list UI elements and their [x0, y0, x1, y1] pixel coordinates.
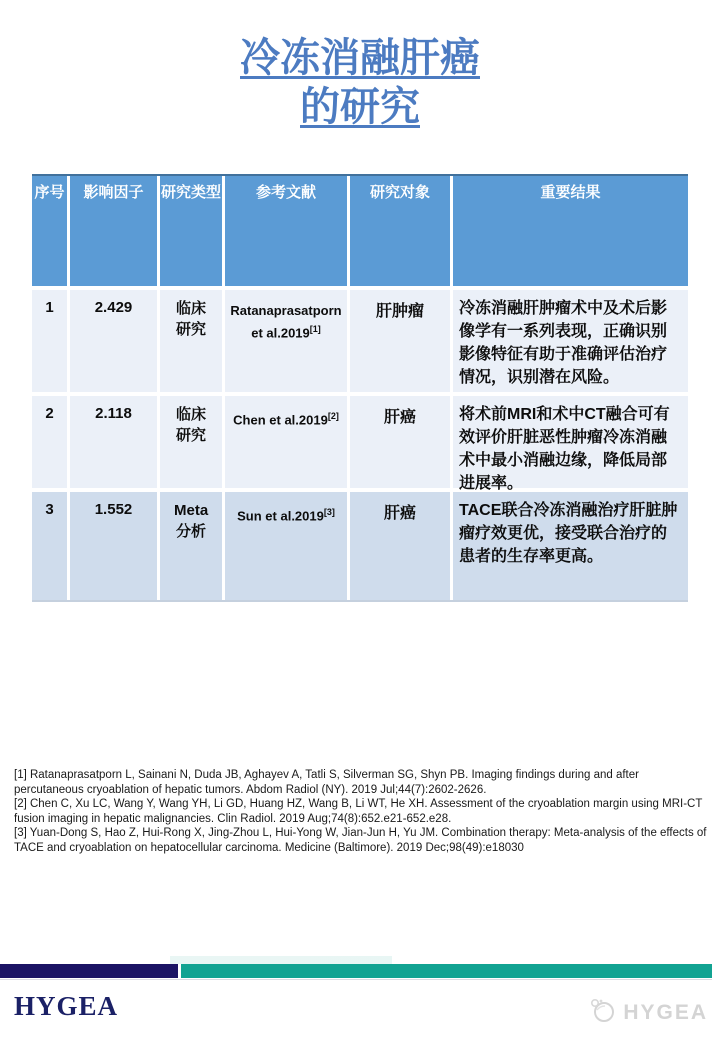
watermark [587, 996, 708, 1029]
table-cell-impact: 2.118 [70, 396, 157, 488]
table-cell-type: 临床研究 [160, 290, 222, 392]
col-header-result: 重要结果 [453, 176, 688, 286]
studies-table [32, 174, 688, 602]
table-cell-result: 冷冻消融肝肿瘤术中及术后影像学有一系列表现，正确识别影像特征有助于准确评估治疗情况，识别潜在风险。 [453, 290, 688, 392]
table-cell-result: 将术前MRI和术中CT融合可有效评价肝脏恶性肿瘤冷冻消融术中最小消融边缘，降低局部进展率。 [453, 396, 688, 488]
brand-logo-text: HYGEA [14, 991, 119, 1021]
col-header-impact: 影响因子 [70, 176, 157, 286]
watermark-logo-icon [587, 996, 617, 1029]
table-cell-impact: 2.429 [70, 290, 157, 392]
footer-bar-underline [0, 979, 712, 980]
reference-superscript: [1] [309, 324, 321, 334]
footnote-3: [3] Yuan-Dong S, Hao Z, Hui-Rong X, Jing-Zhou L, Hui-Yong W, Jian-Jun H, Yu JM. Combination therapy: Meta-analysis of the effects of TACE and cryoablation on hepatocellular carcinoma. Medicine (Baltimore). 2019 Dec;98(49):e18030 [14, 827, 707, 854]
reference-superscript: [2] [327, 411, 339, 421]
footer-bar-navy [0, 964, 178, 978]
page-title [0, 34, 720, 132]
table-cell-result: TACE联合冷冻消融治疗肝脏肿瘤疗效更优，接受联合治疗的患者的生存率更高。 [453, 492, 688, 600]
reference-text: Ratanaprasatporn et al.2019 [230, 303, 342, 341]
page-title-line1: 冷冻消融肝癌 [240, 36, 480, 80]
col-header-no: 序号 [32, 176, 67, 286]
table-cell-subject: 肝肿瘤 [350, 290, 450, 392]
col-header-reference: 参考文献 [225, 176, 347, 286]
footer-bar-teal [181, 964, 712, 978]
reference-text: Chen et al.2019 [233, 412, 328, 428]
col-header-type: 研究类型 [160, 176, 222, 286]
table-cell-impact: 1.552 [70, 492, 157, 600]
table-cell-no: 3 [32, 492, 67, 600]
reference-superscript: [3] [323, 507, 335, 517]
page-title-line2: 的研究 [300, 85, 420, 129]
table-cell-type: 临床研究 [160, 396, 222, 488]
watermark-text: HYGEA [623, 1000, 708, 1024]
table-cell-subject: 肝癌 [350, 396, 450, 488]
footnotes [14, 768, 708, 855]
footer-bar-highlight [170, 956, 392, 964]
footnote-2: [2] Chen C, Xu LC, Wang Y, Wang YH, Li GD, Huang HZ, Wang B, Li WT, He XH. Assessment of the cryoablation margin using MRI-CT fusion imaging in hepatic malignancies. Clin Radiol. 2019 Aug;74(8):652.e21-652.e28. [14, 798, 703, 825]
reference-text: Sun et al.2019 [237, 508, 324, 524]
table-cell-no: 2 [32, 396, 67, 488]
table-cell-type: Meta分析 [160, 492, 222, 600]
table-cell-reference [225, 396, 347, 488]
table-cell-reference [225, 492, 347, 600]
col-header-subject: 研究对象 [350, 176, 450, 286]
table-cell-no: 1 [32, 290, 67, 392]
table-cell-subject: 肝癌 [350, 492, 450, 600]
table-cell-reference [225, 290, 347, 392]
footnote-1: [1] Ratanaprasatporn L, Sainani N, Duda JB, Aghayev A, Tatli S, Silverman SG, Shyn PB. Imaging findings during and after percutaneous cryoablation of hepatic tumors. Abdom Radiol (NY). 2019 Jul;44(7):2602-2626. [14, 769, 639, 796]
